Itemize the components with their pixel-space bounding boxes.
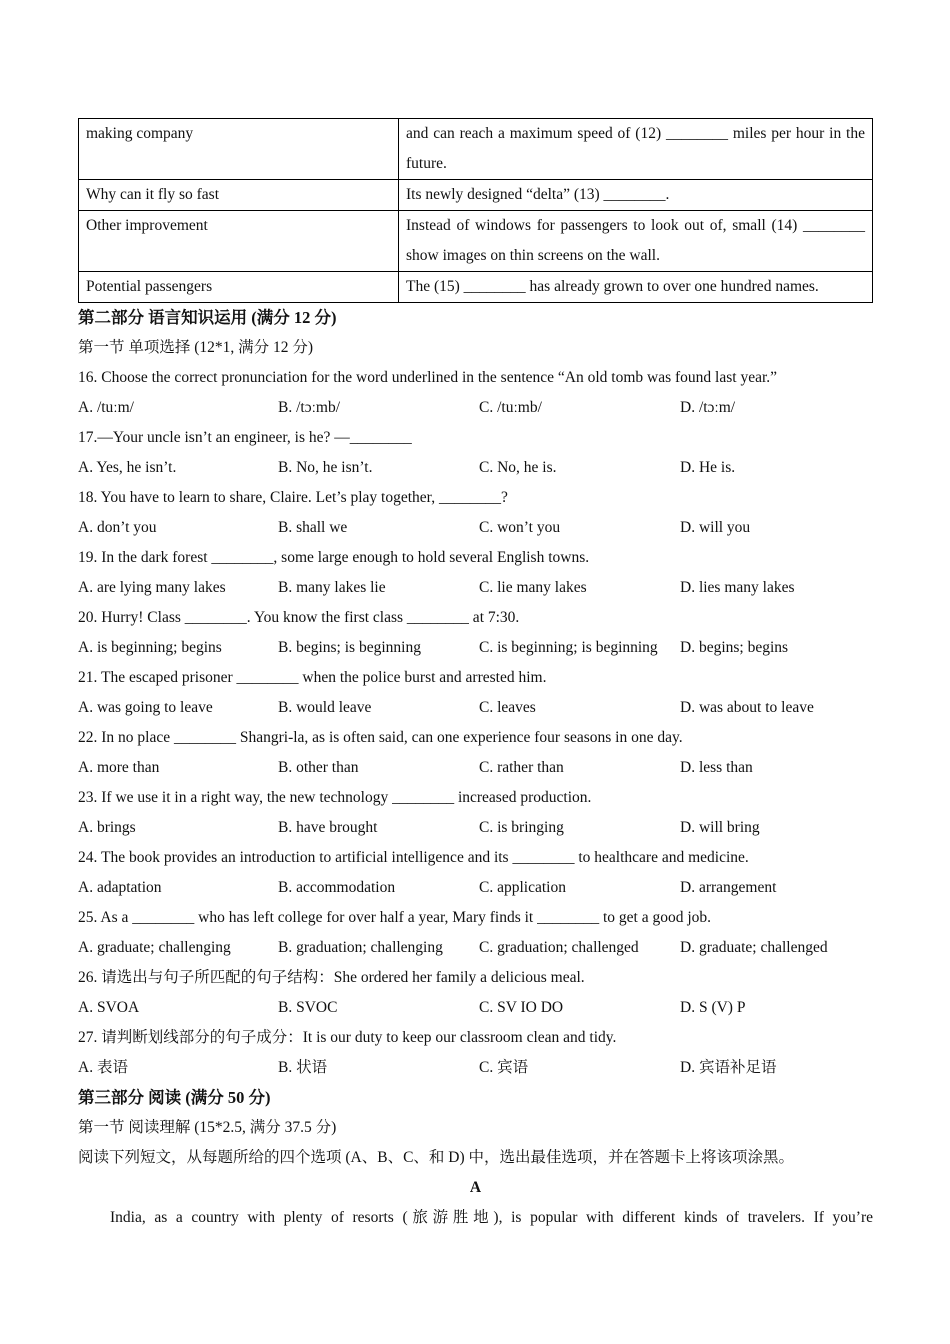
option-b: B. shall we [278,519,348,536]
table-cell-content: The (15) ________ has already grown to over one hundred names. [399,272,873,303]
table-cell-label: Other improvement [79,211,399,272]
question-stem: 21. The escaped prisoner ________ when the police burst and arrested him. [78,669,547,686]
table-cell-content: Instead of windows for passengers to look out of, small (14) ________ show images on thin screens on the wall. [399,211,873,272]
option-d: D. begins; begins [680,639,789,656]
question-stem: 23. If we use it in a right way, the new technology ________ increased production. [78,789,592,806]
question-options [78,693,873,723]
option-b: B. other than [278,759,359,776]
question-options [78,573,873,603]
question-stem: 25. As a ________ who has left college for over half a year, Mary finds it ________ to get a good job. [78,909,712,926]
option-a: A. SVOA [78,999,140,1016]
option-c: C. rather than [479,759,564,776]
question-stem: 16. Choose the correct pronunciation for the word underlined in the sentence “An old tomb was found last year.” [78,369,778,386]
table-cell-label: Why can it fly so fast [79,180,399,211]
option-b: B. SVOC [278,999,338,1016]
question-options [78,813,873,843]
question-stem: 27. 请判断划线部分的句子成分：It is our duty to keep our classroom clean and tidy. [78,1029,617,1046]
question-stem: 26. 请选出与句子所匹配的句子结构：She ordered her family a delicious meal. [78,969,585,986]
option-d: D. lies many lakes [680,579,795,596]
part2-section-title: 第一节 单项选择 (12*1, 满分 12 分) [78,339,314,356]
option-a: A. brings [78,819,136,836]
option-b: B. many lakes lie [278,579,386,596]
question-options [78,933,873,963]
part3-heading: 第三部分 阅读 (满分 50 分) [78,1088,271,1107]
reading-instruction: 阅读下列短文，从每题所给的四个选项 (A、B、C、和 D) 中，选出最佳选项，并在答题卡上将该项涂黑。 [78,1149,795,1166]
option-a: A. was going to leave [78,699,213,716]
option-b: B. accommodation [278,879,396,896]
question-options [78,873,873,903]
option-d: D. S (V) P [680,999,746,1016]
question-stem: 17.—Your uncle isn’t an engineer, is he? —________ [78,429,412,446]
option-b: B. /tɔːmb/ [278,399,340,416]
info-table [78,118,873,303]
option-c: C. lie many lakes [479,579,587,596]
option-b: B. No, he isn’t. [278,459,373,476]
passage-label: A [469,1179,482,1196]
option-a: A. is beginning; begins [78,639,222,656]
part2-heading: 第二部分 语言知识运用 (满分 12 分) [78,308,337,327]
question-stem: 19. In the dark forest ________, some large enough to hold several English towns. [78,549,590,566]
question-options [78,513,873,543]
option-a: A. are lying many lakes [78,579,226,596]
option-d: D. graduate; challenged [680,939,828,956]
question-list [78,363,873,1083]
option-a: A. adaptation [78,879,162,896]
option-c: C. leaves [479,699,536,716]
table-row [79,211,873,272]
question-options [78,1053,873,1083]
part3-section-title: 第一节 阅读理解 (15*2.5, 满分 37.5 分) [78,1119,337,1136]
option-b: B. graduation; challenging [278,939,443,956]
option-a: A. more than [78,759,160,776]
option-d: D. was about to leave [680,699,814,716]
option-d: D. will bring [680,819,760,836]
table-cell-label: Potential passengers [79,272,399,303]
table-cell-content: Its newly designed “delta” (13) ________. [399,180,873,211]
option-a: A. /tuːm/ [78,399,134,416]
option-c: C. is beginning; is beginning [479,639,658,656]
option-c: C. is bringing [479,819,564,836]
option-b: B. would leave [278,699,372,716]
question-options [78,453,873,483]
passage-text: India, as a country with plenty of resorts (旅游胜地), is popular with different kinds of travelers. If you’re [110,1209,873,1226]
option-b: B. begins; is beginning [278,639,421,656]
option-d: D. will you [680,519,751,536]
question-stem: 20. Hurry! Class ________. You know the first class ________ at 7:30. [78,609,520,626]
table-row [79,119,873,180]
option-c: C. application [479,879,566,896]
table-row [79,272,873,303]
option-d: D. 宾语补足语 [680,1059,777,1076]
option-c: C. 宾语 [479,1059,529,1076]
table-row [79,180,873,211]
option-d: D. arrangement [680,879,777,896]
option-d: D. less than [680,759,753,776]
option-a: A. 表语 [78,1059,128,1076]
option-d: D. /tɔːm/ [680,399,736,416]
option-c: C. No, he is. [479,459,557,476]
exam-body [78,303,873,1233]
option-a: A. Yes, he isn’t. [78,459,177,476]
option-c: C. /tuːmb/ [479,399,542,416]
exam-page [78,118,873,1233]
option-a: A. don’t you [78,519,157,536]
option-c: C. won’t you [479,519,561,536]
option-a: A. graduate; challenging [78,939,231,956]
option-c: C. graduation; challenged [479,939,639,956]
question-stem: 22. In no place ________ Shangri-la, as is often said, can one experience four seasons in one day. [78,729,683,746]
question-options [78,393,873,423]
option-d: D. He is. [680,459,736,476]
option-b: B. have brought [278,819,378,836]
table-cell-label: making company [79,119,399,180]
question-stem: 24. The book provides an introduction to artificial intelligence and its ________ to healthcare and medicine. [78,849,749,866]
question-stem: 18. You have to learn to share, Claire. Let’s play together, ________? [78,489,508,506]
option-c: C. SV IO DO [479,999,564,1016]
option-b: B. 状语 [278,1059,328,1076]
question-options [78,633,873,663]
table-cell-content: and can reach a maximum speed of (12) ________ miles per hour in the future. [399,119,873,180]
question-options [78,753,873,783]
question-options [78,993,873,1023]
